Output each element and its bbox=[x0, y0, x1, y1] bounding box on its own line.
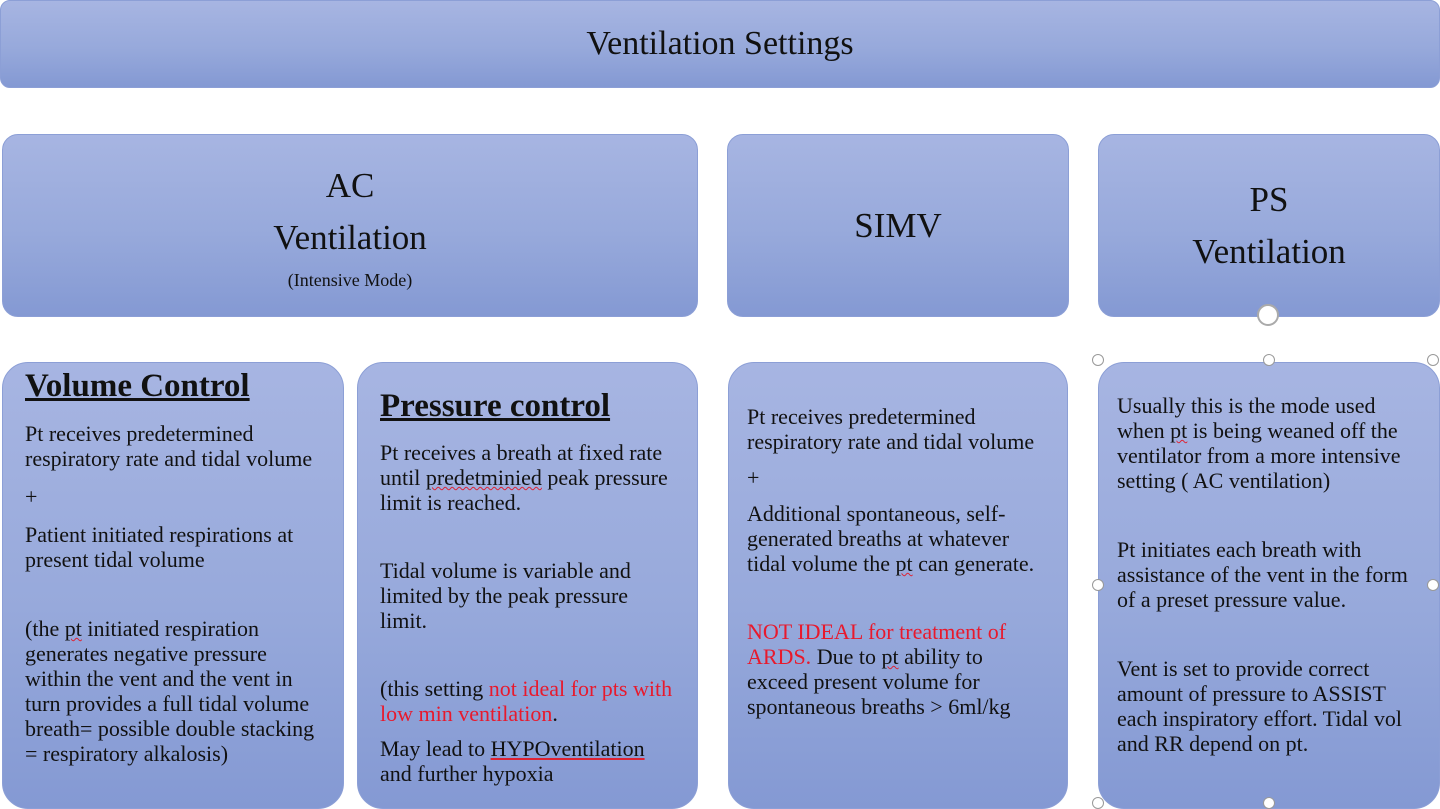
resize-handle-left[interactable] bbox=[1092, 579, 1104, 591]
pressure-control-heading: Pressure control bbox=[380, 388, 611, 424]
ps-text-2: Pt initiates each breath with assistance of the vent in the form of a preset pressure value. bbox=[1117, 537, 1408, 612]
resize-handle-bottom[interactable] bbox=[1263, 797, 1275, 809]
simv-label: SIMV bbox=[854, 205, 942, 245]
ac-label: AC bbox=[325, 166, 375, 205]
resize-handle-top-right[interactable] bbox=[1427, 354, 1439, 366]
volume-control-card[interactable] bbox=[2, 362, 344, 809]
ac-ventilation-label: Ventilation bbox=[273, 218, 427, 257]
ps-label: PS bbox=[1249, 179, 1289, 219]
ac-ventilation-box[interactable] bbox=[2, 134, 698, 317]
ps-card[interactable] bbox=[1098, 362, 1440, 809]
pc-text-1: Pt receives a breath at fixed rate until predetminied peak pressure limit is reached. bbox=[380, 440, 668, 515]
vc-text-2: Patient initiated respirations at present tidal volume bbox=[25, 522, 294, 572]
pressure-control-card[interactable] bbox=[357, 362, 698, 809]
resize-handle-bottom-left[interactable] bbox=[1092, 797, 1104, 809]
rotate-handle-icon[interactable] bbox=[1257, 304, 1279, 326]
ps-text-1: Usually this is the mode used when pt is being weaned off the ventilator from a more intensive setting ( AC ventilation) bbox=[1117, 393, 1401, 493]
ac-intensive-note: (Intensive Mode) bbox=[287, 270, 413, 290]
pc-text-3: (this setting not ideal for pts with low min ventilation. bbox=[380, 676, 673, 726]
vc-plus: + bbox=[25, 484, 38, 509]
simv-box[interactable] bbox=[727, 134, 1069, 317]
resize-handle-right[interactable] bbox=[1427, 579, 1439, 591]
vc-text-3: (the pt initiated respiration generates negative pressure within the vent and the vent in turn provides a full tidal volume breath= possible double stacking = respiratory alkalosis) bbox=[25, 616, 315, 766]
pc-text-2: Tidal volume is variable and limited by the peak pressure limit. bbox=[380, 558, 631, 633]
ps-ventilation-label: Ventilation bbox=[1192, 231, 1346, 271]
vc-text-1: Pt receives predetermined respiratory rate and tidal volume bbox=[25, 421, 313, 471]
simv-text-1: Pt receives predetermined respiratory rate and tidal volume bbox=[747, 404, 1035, 454]
resize-handle-top-left[interactable] bbox=[1092, 354, 1104, 366]
simv-card[interactable] bbox=[728, 362, 1068, 809]
diagram-title: Ventilation Settings bbox=[586, 25, 854, 62]
title-bar[interactable] bbox=[0, 0, 1440, 88]
simv-text-3: NOT IDEAL for treatment of ARDS. Due to pt ability to exceed present volume for spontaneous breaths > 6ml/kg bbox=[747, 619, 1011, 719]
resize-handle-top[interactable] bbox=[1263, 354, 1275, 366]
pc-text-4: May lead to HYPOventilation and further hypoxia bbox=[380, 736, 645, 786]
ps-ventilation-box[interactable] bbox=[1098, 134, 1440, 317]
simv-plus: + bbox=[747, 465, 760, 490]
ps-text-3: Vent is set to provide correct amount of pressure to ASSIST each inspiratory effort. Tidal vol and RR depend on pt. bbox=[1117, 656, 1402, 756]
simv-text-2: Additional spontaneous, self-generated breaths at whatever tidal volume the pt can generate. bbox=[747, 501, 1035, 576]
volume-control-heading: Volume Control bbox=[25, 368, 250, 404]
